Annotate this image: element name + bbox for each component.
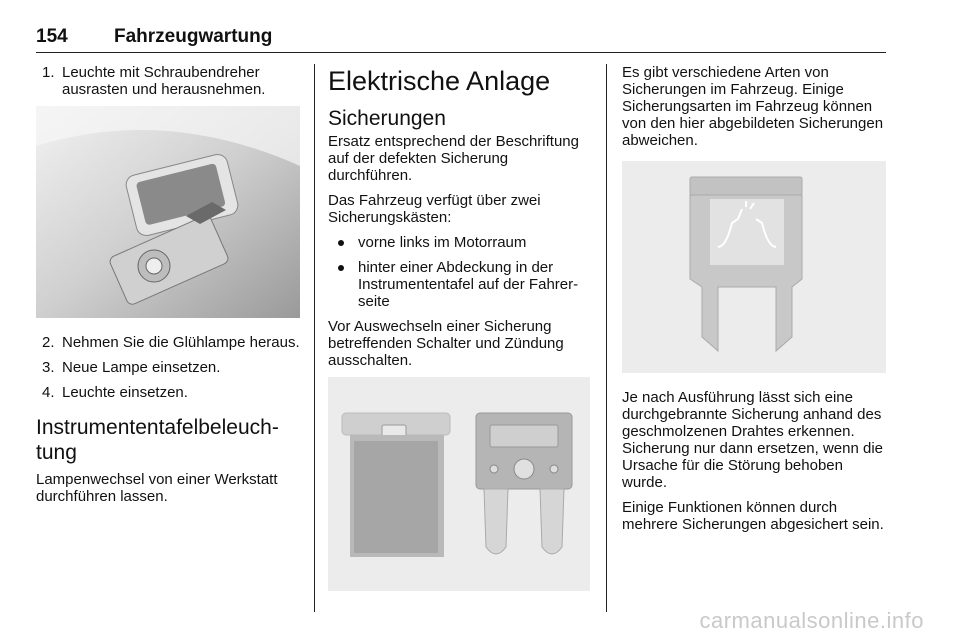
steps-list [36, 64, 300, 98]
fuse-types-illustration [328, 377, 590, 591]
column-left [36, 64, 300, 513]
page-number: 154 [36, 26, 68, 47]
column-right [622, 64, 886, 541]
list-item: hinter einer Abdeckung in der Instrumententafel auf der Fahrerseite [328, 259, 590, 310]
list-item: 1. Leuchte mit Schraubendreher ausrasten und herausnehmen. [42, 64, 266, 98]
paragraph: Das Fahrzeug verfügt über zwei Sicherungskästen: [328, 192, 541, 226]
list-item: vorne links im Motorraum [328, 234, 590, 251]
lamp-illustration [36, 106, 300, 318]
section-heading: Instrumententafelbeleuchtung [36, 416, 279, 464]
list-item: 3. Neue Lampe einsetzen. [42, 359, 221, 376]
column-divider [314, 64, 315, 612]
fuse-illustration [622, 161, 886, 373]
paragraph: Ersatz entsprechend der Beschriftung auf der defekten Sicherung durchführen. [328, 133, 579, 184]
bullet-icon [338, 240, 344, 246]
column-middle [328, 64, 590, 607]
paragraph: Vor Auswechseln einer Sicherung betreffenden Schalter und Zündung ausschalten. [328, 318, 564, 369]
fuse-box-list [328, 234, 590, 310]
section-title: Elektrische Anlage [328, 66, 551, 96]
chapter-title: Fahrzeugwartung [114, 26, 273, 47]
paragraph: Einige Funktionen können durch mehrere Sicherungen abgesichert sein. [622, 499, 884, 533]
steps-list [36, 334, 300, 401]
list-item: 4. Leuchte einsetzen. [42, 384, 188, 401]
paragraph: Es gibt verschiedene Arten von Sicherungen im Fahrzeug. Einige Sicherungsarten im Fahrzeug können von den hier abgebildeten Sicherungen abweichen. [622, 64, 884, 149]
subsection-title: Sicherungen [328, 107, 446, 130]
bullet-icon [338, 265, 344, 271]
watermark: carmanualsonline.info [699, 608, 924, 633]
page-header [36, 26, 886, 53]
paragraph: Je nach Ausführung lässt sich eine durchgebrannte Sicherung anhand des geschmolzenen Drahtes erkennen. Sicherung nur dann ersetzen, wenn die Ursache für die Störung behoben wurde. [622, 389, 884, 491]
section-text: Lampenwechsel von einer Werkstatt durchführen lassen. [36, 471, 278, 505]
column-divider [606, 64, 607, 612]
list-item: 2. Nehmen Sie die Glühlampe heraus. [42, 334, 300, 351]
